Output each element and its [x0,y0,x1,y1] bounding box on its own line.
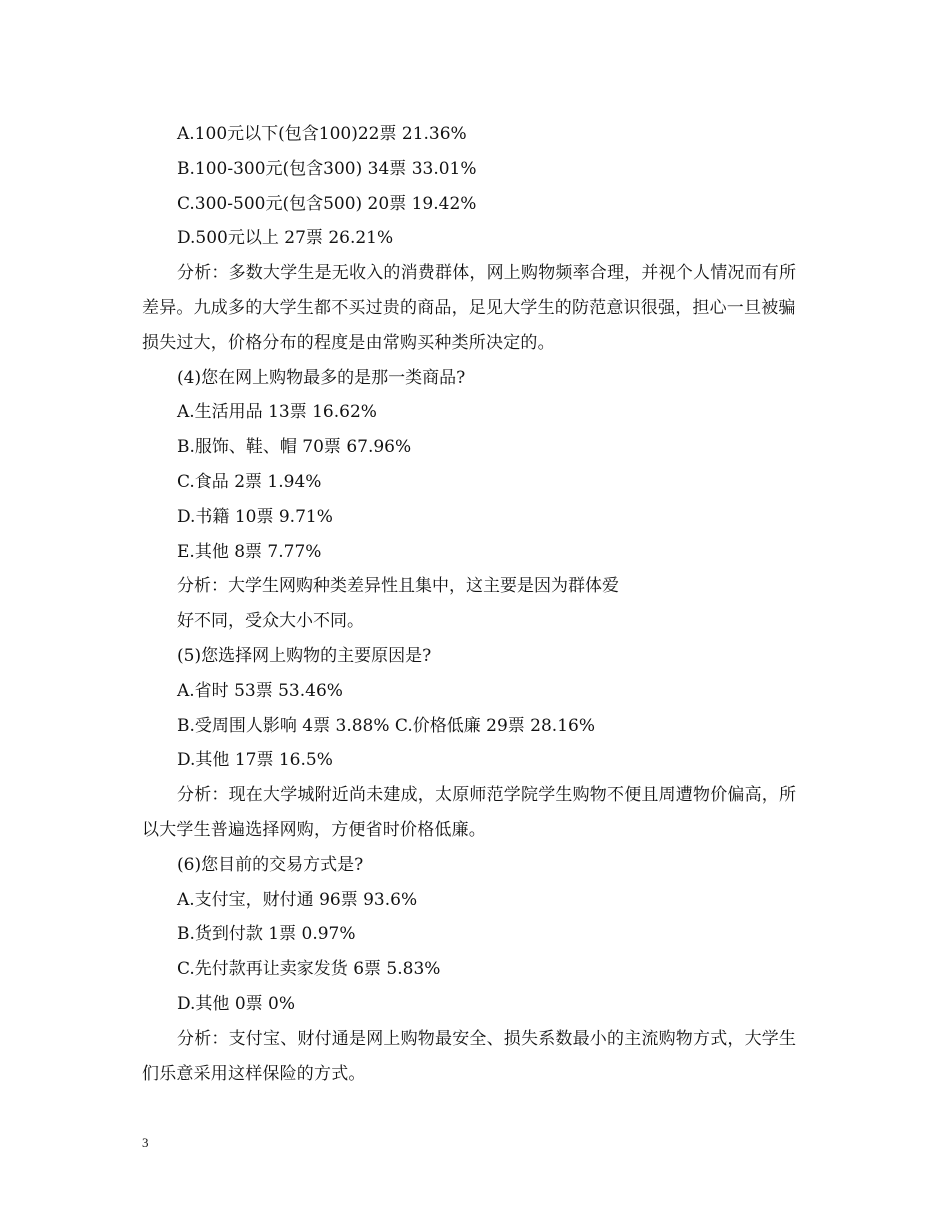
q3-analysis: 分析：多数大学生是无收入的消费群体，网上购物频率合理，并视个人情况而有所差异。九成多的大学生都不买过贵的商品，足见大学生的防范意识很强，担心一旦被骗损失过大，价格分布的程度是由常购买种类所决定的。 [142,263,797,353]
q5-analysis: 分析：现在大学城附近尚未建成，太原师范学院学生购物不便且周遭物价偏高，所以大学生普遍选择网购，方便省时价格低廉。 [142,785,797,840]
page-content [142,117,807,1091]
q4-option-e: E.其他 8票 7.77% [177,541,322,562]
q3-option-d: D.500元以上 27票 26.21% [177,228,394,249]
q3-option-c: C.300-500元(包含500) 20票 19.42% [177,193,477,214]
q5-option-a: A.省时 53票 53.46% [177,680,343,701]
q4-option-b: B.服饰、鞋、帽 70票 67.96% [177,437,412,458]
q6-analysis: 分析：支付宝、财付通是网上购物最安全、损失系数最小的主流购物方式，大学生们乐意采用这样保险的方式。 [142,1028,797,1084]
q4-option-c: C.食品 2票 1.94% [177,471,322,492]
q6-option-a: A.支付宝，财付通 96票 93.6% [177,889,418,910]
q6-title: (6)您目前的交易方式是? [177,854,364,875]
q5-title: (5)您选择网上购物的主要原因是? [177,645,432,666]
q6-option-b: B.货到付款 1票 0.97% [177,924,356,945]
q4-analysis-line-2: 好不同，受众大小不同。 [177,611,364,632]
q5-option-d: D.其他 17票 16.5% [177,750,333,771]
q3-option-b: B.100-300元(包含300) 34票 33.01% [177,158,477,179]
q5-option-b-c: B.受周围人影响 4票 3.88% C.价格低廉 29票 28.16% [177,715,595,736]
q6-option-d: D.其他 0票 0% [177,993,296,1014]
q4-option-a: A.生活用品 13票 16.62% [177,402,377,423]
q4-option-d: D.书籍 10票 9.71% [177,506,333,527]
page-number: 3 [142,1135,149,1150]
q6-option-c: C.先付款再让卖家发货 6票 5.83% [177,959,441,980]
q4-analysis-line-1: 分析：大学生网购种类差异性且集中，这主要是因为群体爱 [177,576,619,597]
q4-title: (4)您在网上购物最多的是那一类商品? [177,367,466,388]
q3-option-a: A.100元以下(包含100)22票 21.36% [177,124,467,144]
